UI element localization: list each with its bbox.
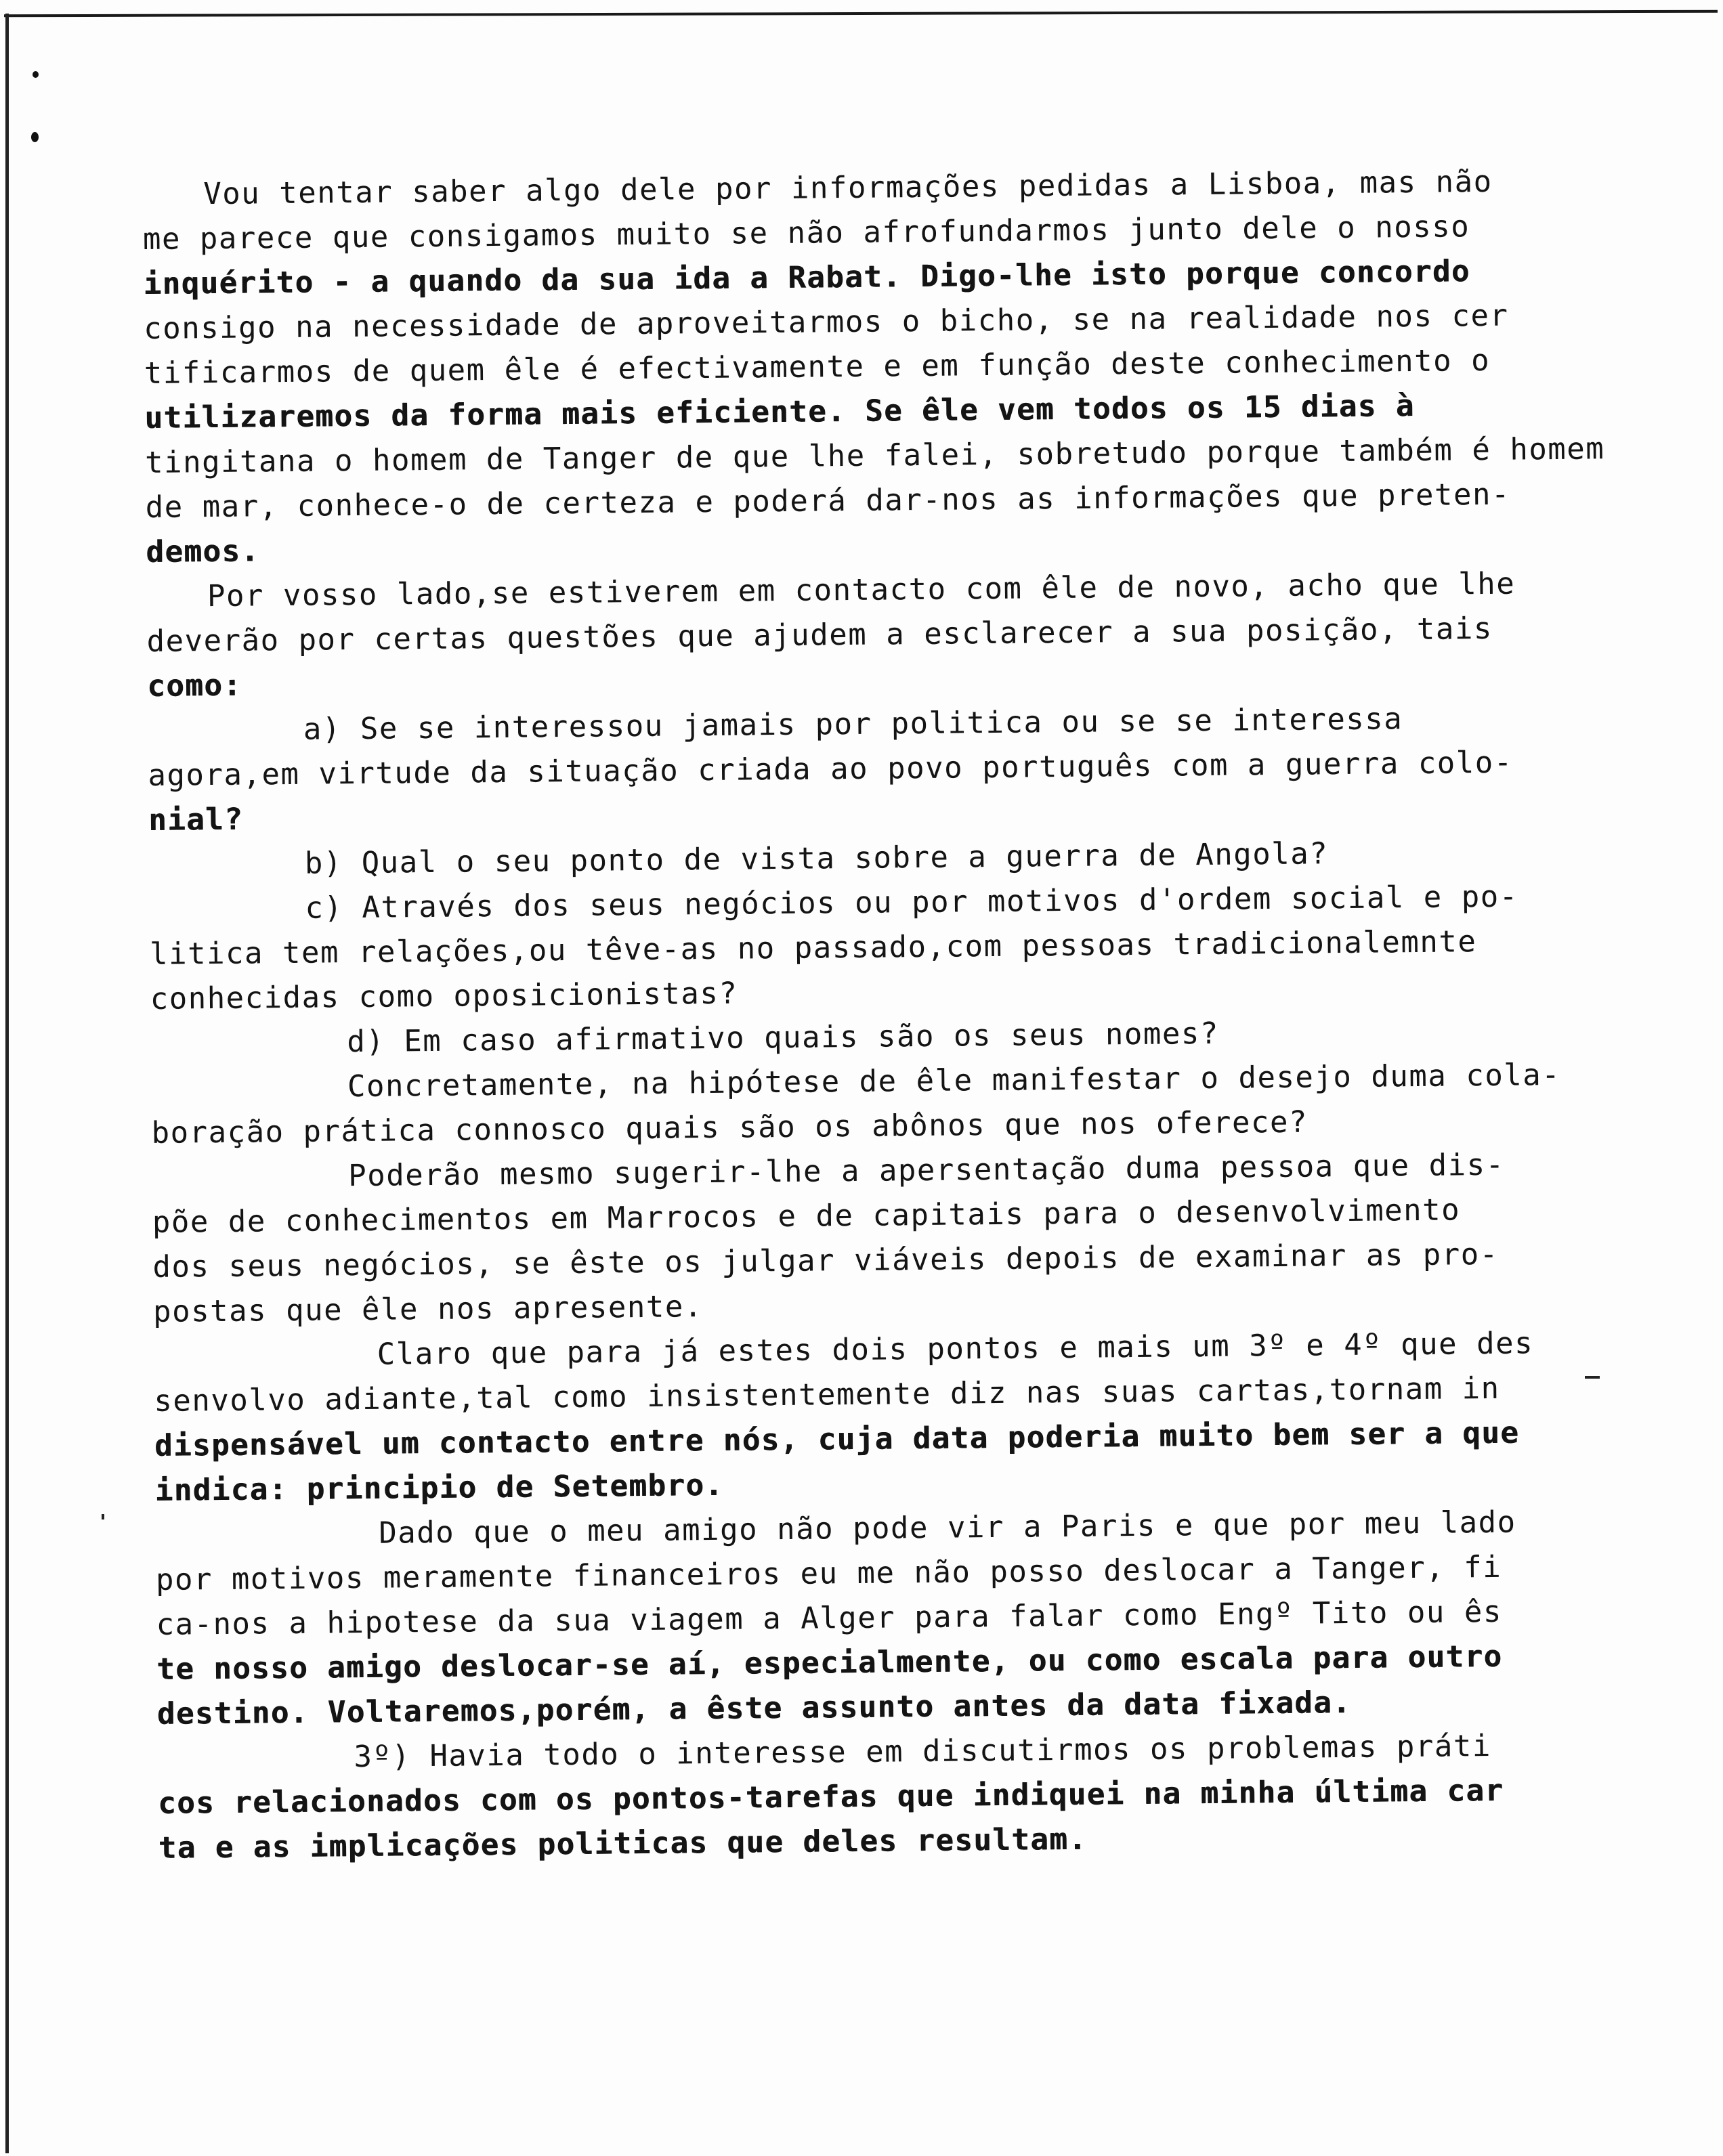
text-line: tingitana o homem de Tanger de que lhe falei, sobretudo porque também é homem [144, 431, 1605, 480]
text-line: Poderão mesmo sugerir-lhe a apersentação duma pessoa que dis- [347, 1147, 1505, 1194]
punch-hole-mark [33, 71, 39, 78]
text-line: Vou tentar saber algo dele por informações pedidas a Lisboa, mas não [203, 164, 1493, 212]
text-line: como: [147, 668, 242, 704]
ink-speck [102, 1514, 104, 1519]
text-line: Por vosso lado,se estiverem em contacto com êle de novo, acho que lhe [207, 566, 1516, 614]
text-line: 3º) Havia todo o interesse em discutirmos os problemas práti [354, 1728, 1492, 1775]
typed-letter-body [142, 158, 1642, 1871]
text-line: ca-nos a hipotese da sua viagem a Alger para falar como Engº Tito ou ês [156, 1594, 1503, 1642]
text-line: tificarmos de quem êle é efectivamente e em função deste conhecimento o [144, 343, 1491, 391]
text-line: inquérito - a quando da sua ida a Rabat. Digo-lhe isto porque concordo [143, 254, 1471, 301]
text-line: Dado que o meu amigo não pode vir a Paris e que por meu lado [379, 1505, 1516, 1551]
punch-hole-mark [31, 132, 39, 142]
text-line: me parece que consigamos muito se não afrofundarmos junto dele o nosso [142, 209, 1470, 257]
text-line: põe de conhecimentos em Marrocos e de capitais para o desenvolvimento [152, 1192, 1461, 1240]
text-line: utilizaremos da forma mais eficiente. Se êle vem todos os 15 dias à [144, 388, 1415, 435]
text-line: demos. [146, 534, 260, 569]
text-line: te nosso amigo deslocar-se aí, especialmente, ou como escala para outro [156, 1639, 1503, 1687]
text-line: dos seus negócios, se êste os julgar viáveis depois de examinar as pro- [152, 1236, 1499, 1285]
page-left-edge [5, 14, 9, 2153]
text-line: dispensável um contacto entre nós, cuja data poderia muito bem ser a que [154, 1415, 1520, 1463]
text-line: litica tem relações,ou têve-as no passado,com pessoas tradicionalemnte [149, 924, 1477, 972]
text-line: ta e as implicações politicas que deles resultam. [158, 1821, 1088, 1866]
text-line: por motivos meramente financeiros eu me não posso deslocar a Tanger, fi [155, 1549, 1502, 1597]
text-line: c) Através dos seus negócios ou por motivos d'ordem social e po- [305, 879, 1518, 926]
text-line: consigo na necessidade de aproveitarmos o bicho, se na realidade nos cer [143, 298, 1509, 346]
text-line: Concretamente, na hipótese de êle manifestar o desejo duma cola- [347, 1057, 1561, 1104]
text-line: conhecidas como oposicionistas? [150, 976, 738, 1016]
text-line: agora,em virtude da situação criada ao povo português com a guerra colo- [148, 745, 1513, 793]
text-line: de mar, conhece-o de certeza e poderá dar-nos as informações que preten- [145, 477, 1511, 525]
text-line: d) Em caso afirmativo quais são os seus nomes? [347, 1016, 1220, 1060]
text-line: indica: principio de Setembro. [154, 1467, 724, 1508]
text-line: cos relacionados com os pontos-tarefas que indiquei na minha última car [157, 1773, 1504, 1821]
text-line: nial? [148, 802, 244, 838]
text-line: senvolvo adiante,tal como insistentemente diz nas suas cartas,tornam in [154, 1371, 1500, 1419]
page-top-edge [4, 10, 1718, 18]
text-line: Claro que para já estes dois pontos e mais um 3º e 4º que des [377, 1326, 1534, 1372]
text-line: a) Se se interessou jamais por politica ou se se interessa [303, 702, 1403, 747]
text-line: boração prática connosco quais são os abônos que nos oferece? [151, 1104, 1309, 1150]
text-line: postas que êle nos apresente. [152, 1289, 704, 1329]
text-line: deverão por certas questões que ajudem a esclarecer a sua posição, tais [146, 611, 1493, 659]
text-line: destino. Voltaremos,porém, a êste assunto antes da data fixada. [156, 1685, 1352, 1731]
text-line: b) Qual o seu ponto de vista sobre a guerra de Angola? [304, 836, 1329, 881]
